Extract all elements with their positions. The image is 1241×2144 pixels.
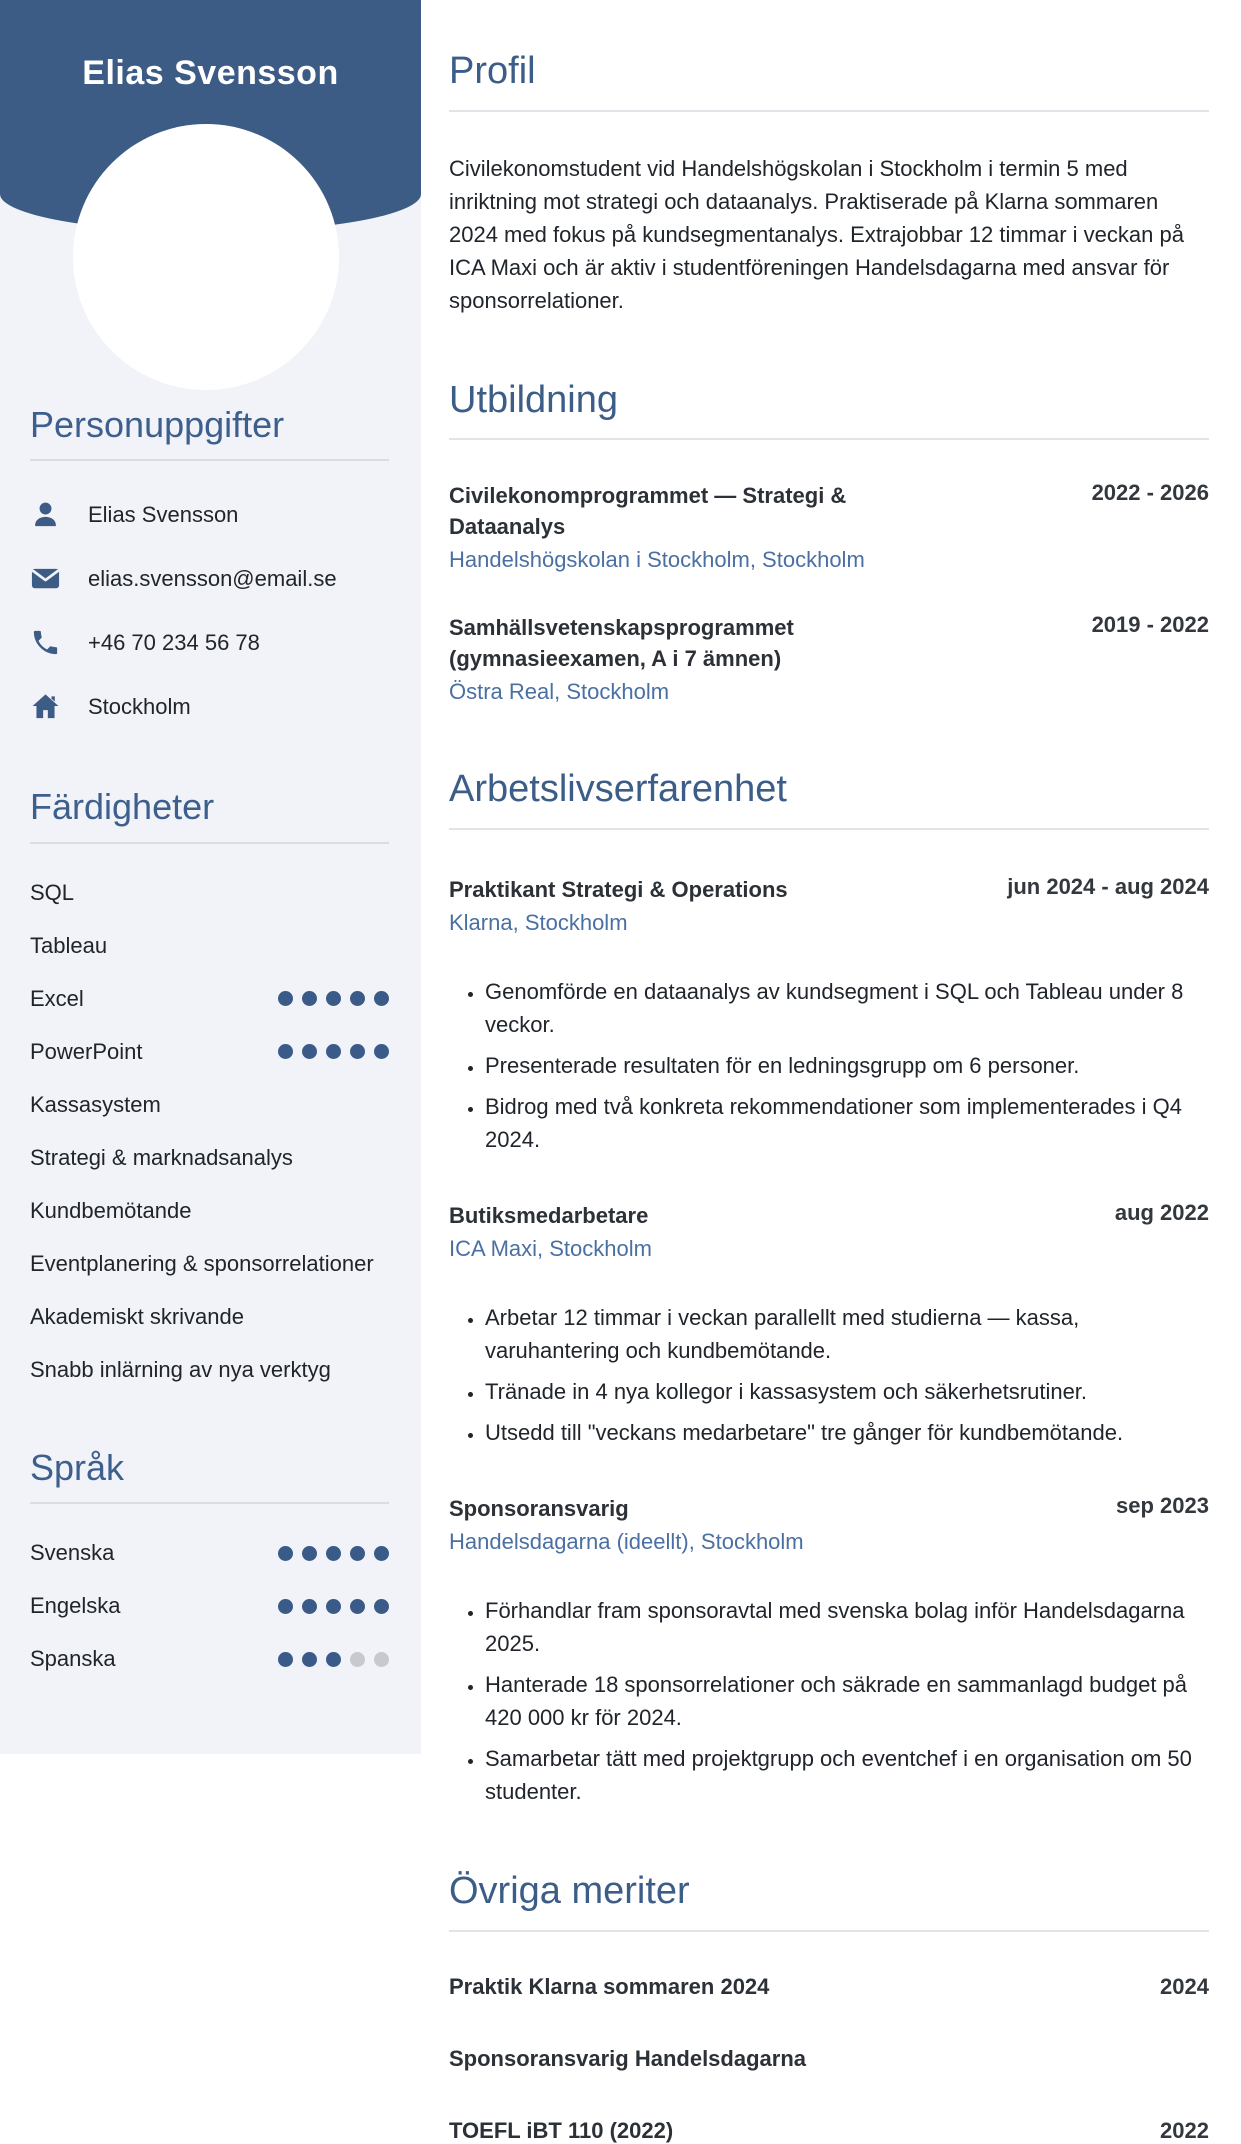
language-row [30,1540,389,1566]
level-dot [302,1044,317,1059]
home-icon [30,691,61,722]
experience-bullet: • Förhandlar fram sponsoravtal med svenska bolag inför Handelsdagarna 2025. [485,1594,1209,1660]
skill-row [30,1092,389,1118]
level-dot [278,991,293,1006]
level-dot [326,1044,341,1059]
skill-label: Strategi & marknadsanalys [30,1144,293,1170]
experience-dates: jun 2024 - aug 2024 [1007,874,1209,900]
experience-entry [449,1493,1209,1808]
candidate-name: Elias Svensson [82,54,339,92]
section-merits [449,1870,1209,2144]
level-dot [326,1546,341,1561]
mail-icon [30,563,61,594]
contact-row-phone [30,627,389,658]
contact-location-value: Stockholm [88,693,191,719]
skill-row [30,1251,389,1277]
merit-date: 2024 [1160,1973,1209,1999]
experience-bullet: • Bidrog med två konkreta rekommendationer som implementerades i Q4 2024. [485,1090,1209,1156]
language-row [30,1593,389,1619]
merit-label: Sponsoransvarig Handelsdagarna [449,2045,806,2071]
sidebar-content [0,404,421,1712]
divider [30,842,389,844]
divider [449,1930,1209,1932]
experience-employer: Handelsdagarna (ideellt), Stockholm [449,1529,804,1555]
skill-row [30,1145,389,1171]
skill-row [30,1198,389,1224]
section-experience [449,768,1209,1808]
level-dot [374,1652,389,1667]
divider [449,828,1209,830]
experience-role: Sponsoransvarig [449,1496,629,1522]
languages-heading: Språk [30,1446,125,1488]
skill-level-dots [278,1044,389,1059]
skill-row [30,1039,389,1065]
experience-bullet: • Genomförde en dataanalys av kundsegment i SQL och Tableau under 8 veckor. [485,975,1209,1041]
merits-heading: Övriga meriter [449,1870,690,1913]
language-level-dots [278,1546,389,1561]
section-languages [30,1447,389,1672]
experience-bullet: • Arbetar 12 timmar i veckan parallellt med studierna — kassa, varuhantering och kundbemötande. [485,1301,1209,1367]
experience-bullets [449,1301,1209,1449]
experience-role: Butiksmedarbetare [449,1203,649,1229]
skills-heading: Färdigheter [30,786,215,828]
languages-list [30,1540,389,1672]
level-dot [302,1546,317,1561]
skill-label: Eventplanering & sponsorrelationer [30,1250,374,1276]
experience-bullet: • Hanterade 18 sponsorrelationer och säkrade en sammanlagd budget på 420 000 kr för 2024. [485,1668,1209,1734]
sidebar [0,0,421,1754]
merit-label: TOEFL iBT 110 (2022) [449,2117,674,2143]
divider [30,459,389,461]
merit-row [449,1974,1209,2000]
level-dot [374,1546,389,1561]
section-profile [449,50,1209,317]
experience-entry [449,874,1209,1156]
education-degree: Civilekonomprogrammet — Strategi & Dataanalys [449,483,847,540]
skill-row [30,1357,389,1383]
level-dot [350,991,365,1006]
person-icon [30,499,61,530]
experience-heading: Arbetslivserfarenhet [449,768,787,811]
section-personal-details [30,404,389,722]
experience-role: Praktikant Strategi & Operations [449,877,788,903]
skills-list [30,880,389,1383]
education-dates: 2019 - 2022 [1091,612,1209,638]
experience-employer: Klarna, Stockholm [449,910,628,936]
level-dot [350,1599,365,1614]
level-dot [278,1599,293,1614]
skill-row [30,986,389,1012]
experience-bullet: • Utsedd till "veckans medarbetare" tre gånger för kundbemötande. [485,1416,1209,1449]
skill-label: Tableau [30,932,108,958]
phone-icon [30,627,61,658]
skill-label: Akademiskt skrivande [30,1303,244,1329]
level-dot [302,991,317,1006]
personal-details-heading: Personuppgifter [30,404,285,445]
language-row [30,1646,389,1672]
level-dot [374,1044,389,1059]
language-level-dots [278,1599,389,1614]
level-dot [350,1652,365,1667]
profile-summary: Civilekonomstudent vid Handelshögskolan i Stockholm i termin 5 med inriktning mot strategi och dataanalys. Praktiserade på Klarna sommaren 2024 med fokus på kundsegmentanalys. Extrajobbar 12 timmar i veckan på ICA Maxi och är aktiv i studentföreningen Handelsdagarna med ansvar för sponsorrelationer. [449,155,1184,313]
education-dates: 2022 - 2026 [1091,480,1209,506]
merit-row [449,2118,1209,2144]
section-skills [30,786,389,1382]
divider [30,1502,389,1504]
level-dot [326,991,341,1006]
education-entry [449,612,1209,706]
language-label: Svenska [30,1540,115,1566]
contact-row-name [30,499,389,530]
profile-heading: Profil [449,50,536,92]
experience-bullets [449,1594,1209,1808]
level-dot [278,1652,293,1667]
experience-bullet: • Tränade in 4 nya kollegor i kassasystem och säkerhetsrutiner. [485,1375,1209,1408]
language-label: Spanska [30,1646,116,1672]
language-label: Engelska [30,1593,121,1619]
skill-level-dots [278,991,389,1006]
language-level-dots [278,1652,389,1667]
skill-label: SQL [30,879,75,905]
experience-bullet: • Samarbetar tätt med projektgrupp och eventchef i en organisation om 50 studenter. [485,1742,1209,1808]
skill-row [30,880,389,906]
skill-row [30,1304,389,1330]
skill-label: Excel [30,985,84,1011]
education-entry [449,480,1209,574]
level-dot [374,1599,389,1614]
education-degree: Samhällsvetenskapsprogrammet (gymnasieexamen, A i 7 ämnen) [449,615,794,672]
experience-dates: aug 2022 [1114,1200,1209,1226]
main-column [421,0,1241,2144]
skill-label: PowerPoint [30,1038,143,1064]
skill-row [30,933,389,959]
divider [449,110,1209,112]
skill-label: Kassasystem [30,1091,161,1117]
contact-phone-value: +46 70 234 56 78 [88,629,260,655]
education-heading: Utbildning [449,378,618,421]
merit-label: Praktik Klarna sommaren 2024 [449,1973,770,1999]
contact-name-value: Elias Svensson [88,501,239,527]
contact-row-location [30,691,389,722]
education-school: Handelshögskolan i Stockholm, Stockholm [449,547,865,573]
section-education [449,379,1209,707]
skill-label: Snabb inlärning av nya verktyg [30,1356,331,1382]
level-dot [302,1652,317,1667]
experience-bullet: • Presenterade resultaten för en ledningsgrupp om 6 personer. [485,1049,1209,1082]
level-dot [302,1599,317,1614]
contact-email-value: elias.svensson@email.se [88,565,337,591]
experience-entry [449,1200,1209,1449]
level-dot [326,1599,341,1614]
education-school: Östra Real, Stockholm [449,679,670,705]
experience-bullets [449,975,1209,1156]
level-dot [326,1652,341,1667]
level-dot [350,1546,365,1561]
level-dot [350,1044,365,1059]
experience-dates: sep 2023 [1116,1493,1209,1519]
level-dot [278,1044,293,1059]
divider [449,438,1209,440]
level-dot [374,991,389,1006]
contact-row-email [30,563,389,594]
skill-label: Kundbemötande [30,1197,192,1223]
level-dot [278,1546,293,1561]
avatar [73,124,339,390]
merit-date: 2022 [1160,2117,1209,2143]
merit-row [449,2046,1209,2072]
experience-employer: ICA Maxi, Stockholm [449,1236,652,1262]
